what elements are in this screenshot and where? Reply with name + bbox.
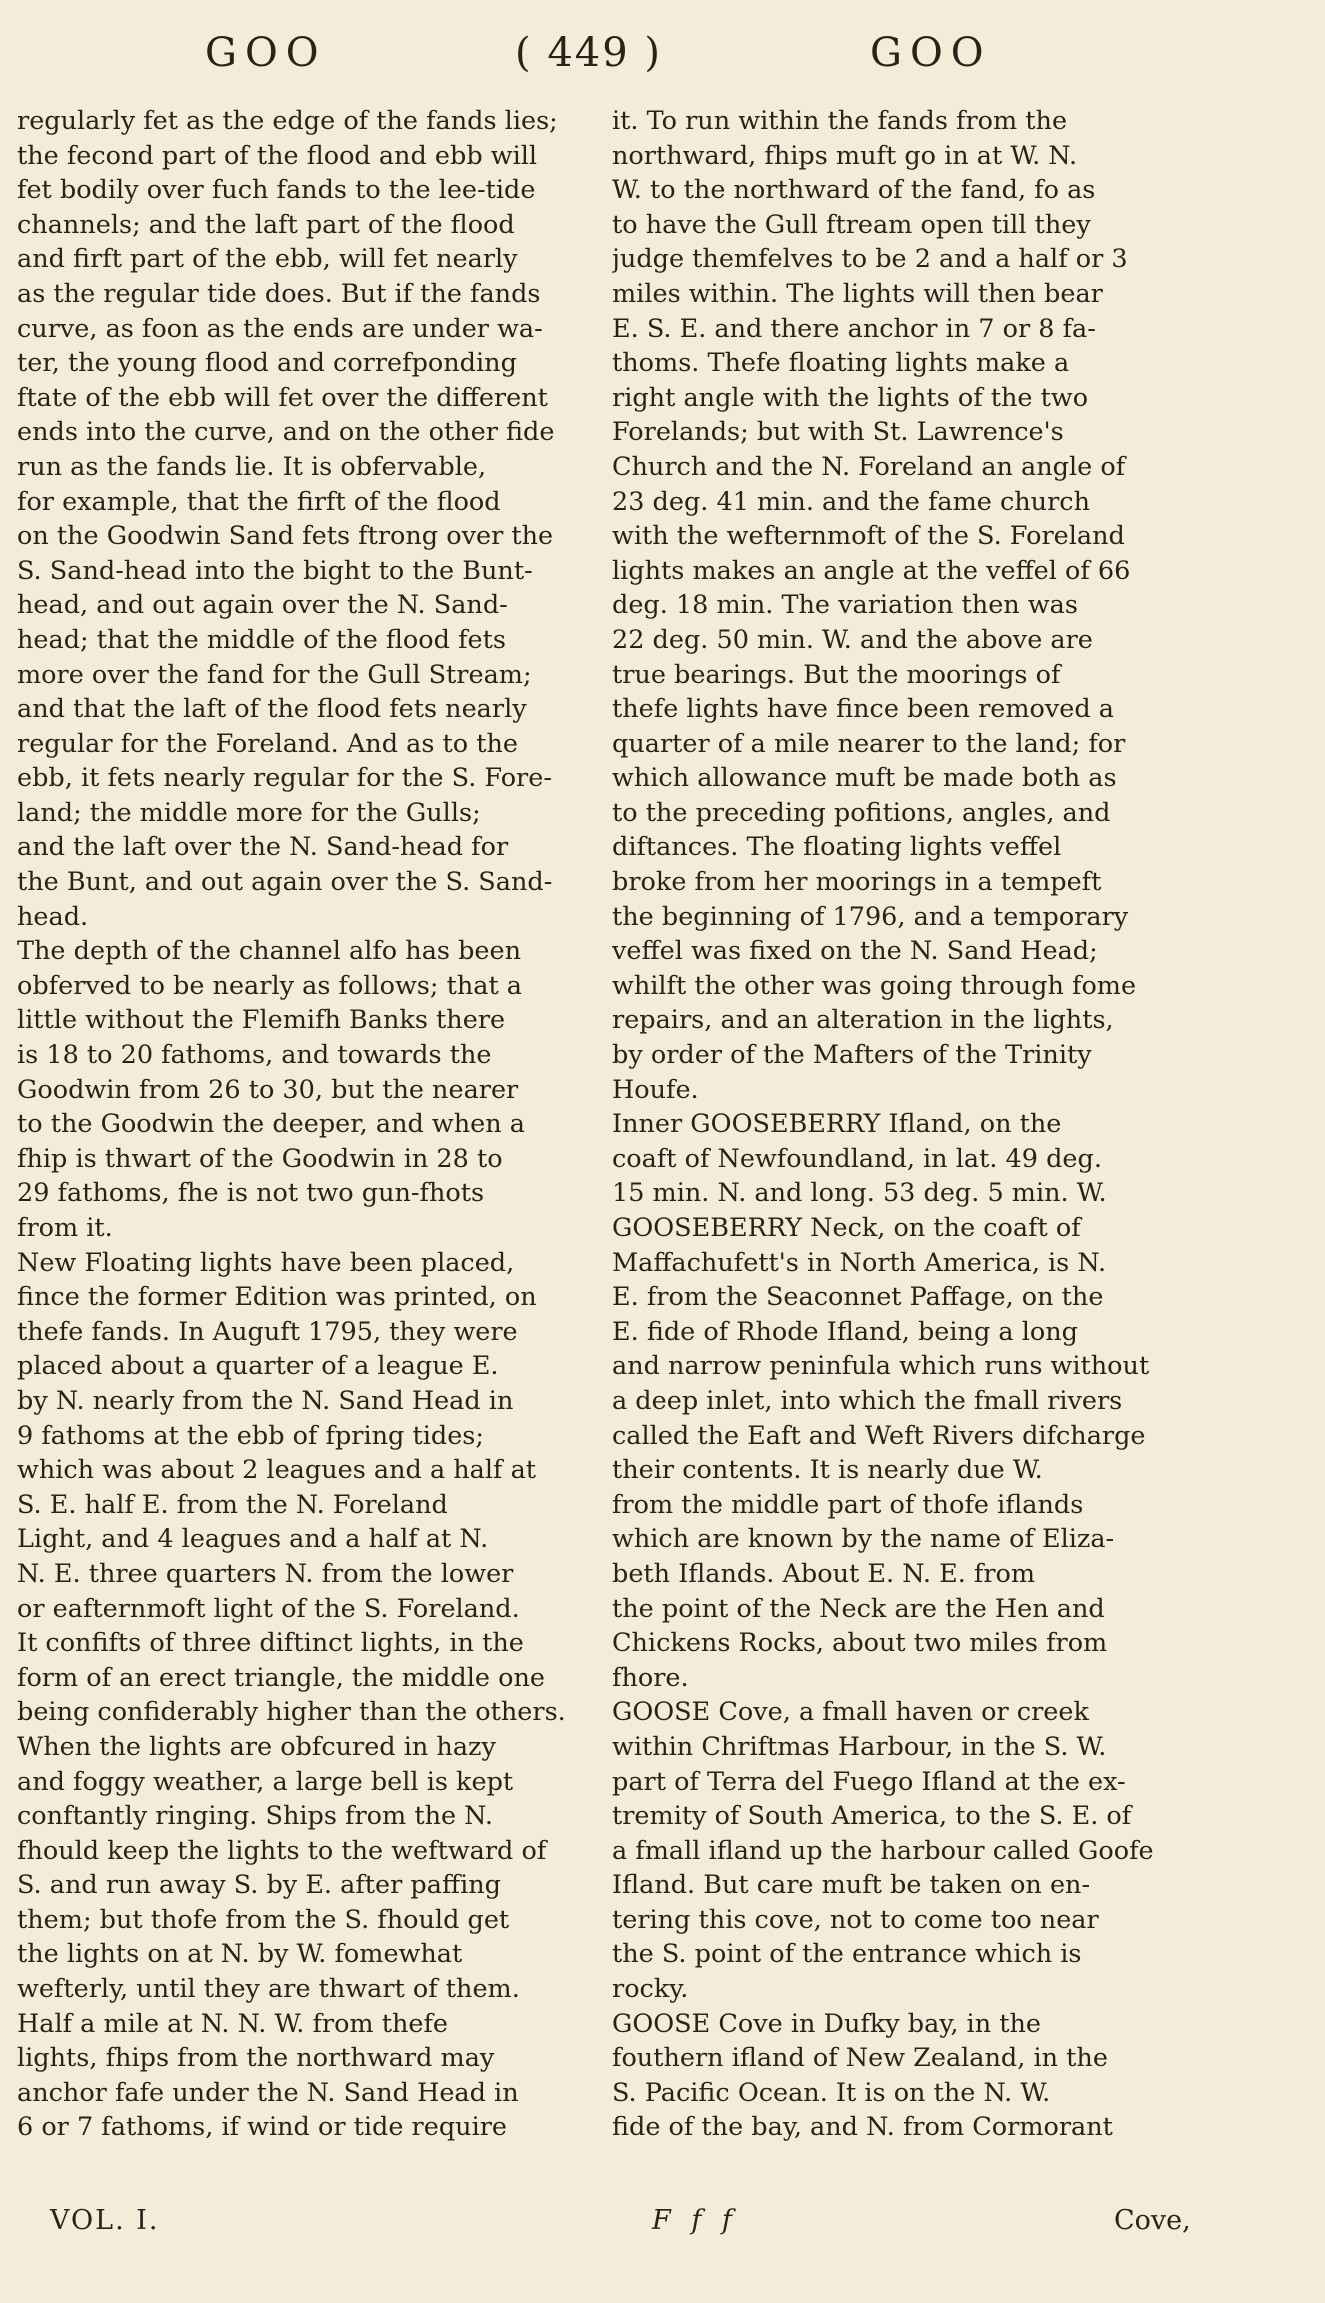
text-line: GOOSEBERRY Neck, on the coaft of bbox=[612, 1213, 1081, 1243]
page-number: ( 449 ) bbox=[515, 30, 662, 76]
text-line: ebb, it fets nearly regular for the S. Fore- bbox=[17, 763, 552, 794]
text-line: channels; and the laft part of the flood bbox=[17, 209, 515, 240]
text-line: lights makes an angle at the veffel of 66 bbox=[612, 555, 1131, 586]
text-line: Goodwin from 26 to 30, but the nearer bbox=[17, 1074, 519, 1105]
text-line: fide of the bay, and N. from Cormorant bbox=[612, 2112, 1113, 2143]
text-line: ftate of the ebb will fet over the different bbox=[17, 382, 548, 413]
text-line: whilft the other was going through fome bbox=[612, 970, 1137, 1001]
text-line: fince the former Edition was printed, on bbox=[17, 1282, 537, 1313]
text-line: miles within. The lights will then bear bbox=[612, 278, 1103, 309]
text-line: within Chriftmas Harbour, in the S. W. bbox=[612, 1731, 1107, 1762]
text-line: more over the fand for the Gull Stream; bbox=[17, 659, 532, 690]
text-line: S. and run away S. by E. after paffing bbox=[17, 1870, 501, 1901]
text-line: as the regular tide does. But if the fands bbox=[17, 278, 541, 309]
text-line: beth Iflands. About E. N. E. from bbox=[612, 1558, 1036, 1589]
text-line: judge themfelves to be 2 and a half or 3 bbox=[612, 244, 1128, 275]
text-line: 6 or 7 fathoms, if wind or tide require bbox=[17, 2112, 508, 2143]
text-line: a fmall ifland up the harbour called Goofe bbox=[612, 1835, 1154, 1866]
text-line: and that the laft of the flood fets nearly bbox=[17, 694, 527, 725]
text-line: lights, fhips from the northward may bbox=[17, 2043, 495, 2074]
text-line: the point of the Neck are the Hen and bbox=[612, 1593, 1105, 1624]
text-line: to have the Gull ftream open till they bbox=[612, 209, 1091, 240]
text-line: S. Pacific Ocean. It is on the N. W. bbox=[612, 2077, 1051, 2108]
text-line: head, and out again over the N. Sand- bbox=[17, 590, 508, 621]
left-text-column bbox=[17, 104, 602, 2145]
text-line: anchor fafe under the N. Sand Head in bbox=[17, 2077, 519, 2108]
text-line: GOOSE Cove, a fmall haven or creek bbox=[612, 1697, 1089, 1728]
text-line: Houfe. bbox=[612, 1074, 699, 1105]
text-line: Light, and 4 leagues and a half at N. bbox=[17, 1524, 489, 1555]
text-line: their contents. It is nearly due W. bbox=[612, 1455, 1043, 1486]
header-right-word: GOO bbox=[870, 30, 992, 76]
text-line: E. fide of Rhode Ifland, being a long bbox=[612, 1316, 1078, 1347]
running-header bbox=[0, 30, 1325, 90]
text-line: 9 fathoms at the ebb of fpring tides; bbox=[17, 1420, 484, 1451]
text-line: form of an erect triangle, the middle one bbox=[17, 1662, 545, 1693]
text-line: little without the Flemifh Banks there bbox=[17, 1005, 506, 1036]
text-line: run as the fands lie. It is obfervable, bbox=[17, 451, 487, 482]
text-line: rocky. bbox=[612, 1974, 689, 2005]
text-line: S. E. half E. from the N. Foreland bbox=[17, 1489, 448, 1520]
text-line: conftantly ringing. Ships from the N. bbox=[17, 1801, 493, 1832]
text-line: repairs, and an alteration in the lights, bbox=[612, 1005, 1114, 1036]
text-line: the S. point of the entrance which is bbox=[612, 1939, 1082, 1970]
text-line: veffel was fixed on the N. Sand Head; bbox=[612, 936, 1098, 967]
text-line: deg. 18 min. The variation then was bbox=[612, 590, 1078, 621]
text-line: fet bodily over fuch fands to the lee-tide bbox=[17, 175, 536, 206]
text-line: 29 fathoms, fhe is not two gun-fhots bbox=[17, 1178, 485, 1209]
text-line: diftances. The floating lights veffel bbox=[612, 832, 1062, 863]
text-line: true bearings. But the moorings of bbox=[612, 659, 1061, 690]
text-line: from it. bbox=[17, 1213, 113, 1243]
catchword: Cove, bbox=[1114, 2205, 1191, 2236]
text-line: obferved to be nearly as follows; that a bbox=[17, 970, 523, 1001]
text-line: fhip is thwart of the Goodwin in 28 to bbox=[17, 1143, 503, 1174]
text-line: which are known by the name of Eliza- bbox=[612, 1524, 1115, 1555]
text-line: broke from her moorings in a tempeft bbox=[612, 867, 1102, 898]
text-line: a deep inlet, into which the fmall rivers bbox=[612, 1385, 1123, 1416]
text-line: called the Eaft and Weft Rivers difcharge bbox=[612, 1420, 1146, 1451]
text-line: part of Terra del Fuego Ifland at the ex- bbox=[612, 1766, 1126, 1797]
text-line: regularly fet as the edge of the fands lies; bbox=[17, 106, 558, 136]
text-line: Forelands; but with St. Lawrence's bbox=[612, 417, 1064, 448]
text-line: tremity of South America, to the S. E. of bbox=[612, 1801, 1132, 1832]
text-line: to the Goodwin the deeper, and when a bbox=[17, 1109, 525, 1140]
text-line: and foggy weather, a large bell is kept bbox=[17, 1766, 514, 1797]
text-line: by N. nearly from the N. Sand Head in bbox=[17, 1385, 514, 1416]
text-line: with the wefternmoft of the S. Foreland bbox=[612, 521, 1125, 552]
text-line: tering this cove, not to come too near bbox=[612, 1904, 1099, 1935]
text-line: fhore. bbox=[612, 1662, 689, 1693]
text-line: 15 min. N. and long. 53 deg. 5 min. W. bbox=[612, 1178, 1107, 1209]
text-line: for example, that the firft of the flood bbox=[17, 486, 501, 517]
text-line: head. bbox=[17, 901, 89, 932]
text-line: the lights on at N. by W. fomewhat bbox=[17, 1939, 463, 1970]
text-line: it. To run within the fands from the bbox=[612, 106, 1068, 136]
text-line: 22 deg. 50 min. W. and the above are bbox=[612, 624, 1093, 655]
text-line: and firft part of the ebb, will fet nearly bbox=[17, 244, 518, 275]
text-line: S. Sand-head into the bight to the Bunt- bbox=[17, 555, 533, 586]
text-line: placed about a quarter of a league E. bbox=[17, 1351, 499, 1382]
text-line: them; but thofe from the S. fhould get bbox=[17, 1904, 510, 1935]
text-line: and the laft over the N. Sand-head for bbox=[17, 832, 509, 863]
text-line: thefe lights have fince been removed a bbox=[612, 694, 1115, 725]
text-line: head; that the middle of the flood fets bbox=[17, 624, 506, 655]
text-line: E. S. E. and there anchor in 7 or 8 fa- bbox=[612, 313, 1096, 344]
text-line: being confiderably higher than the others. bbox=[17, 1697, 566, 1728]
text-line: N. E. three quarters N. from the lower bbox=[17, 1558, 514, 1589]
text-line: ter, the young flood and correfponding bbox=[17, 348, 517, 379]
text-line: Ifland. But care muft be taken on en- bbox=[612, 1870, 1091, 1901]
text-line: right angle with the lights of the two bbox=[612, 382, 1089, 413]
text-line: regular for the Foreland. And as to the bbox=[17, 728, 519, 759]
text-line: 23 deg. 41 min. and the fame church bbox=[612, 486, 1090, 517]
text-line: E. from the Seaconnet Paffage, on the bbox=[612, 1282, 1104, 1313]
text-line: land; the middle more for the Gulls; bbox=[17, 797, 481, 828]
text-line: W. to the northward of the fand, fo as bbox=[612, 175, 1096, 206]
text-line: is 18 to 20 fathoms, and towards the bbox=[17, 1040, 492, 1071]
text-line: northward, fhips muft go in at W. N. bbox=[612, 140, 1078, 171]
text-line: thoms. Thefe floating lights make a bbox=[612, 348, 1070, 379]
text-line: which was about 2 leagues and a half at bbox=[17, 1455, 537, 1486]
text-line: ends into the curve, and on the other fide bbox=[17, 417, 555, 448]
text-line: fouthern ifland of New Zealand, in the bbox=[612, 2043, 1108, 2074]
text-line: coaft of Newfoundland, in lat. 49 deg. bbox=[612, 1143, 1102, 1174]
text-line: quarter of a mile nearer to the land; for bbox=[612, 728, 1126, 759]
text-line: the beginning of 1796, and a temporary bbox=[612, 901, 1129, 932]
header-left-word: GOO bbox=[205, 30, 327, 76]
text-line: on the Goodwin Sand fets ftrong over the bbox=[17, 521, 554, 552]
text-line: The depth of the channel alfo has been bbox=[17, 936, 522, 967]
text-line: Chickens Rocks, about two miles from bbox=[612, 1628, 1108, 1659]
text-line: the Bunt, and out again over the S. Sand- bbox=[17, 867, 553, 898]
right-text-column bbox=[612, 104, 1197, 2145]
text-line: thefe fands. In Auguft 1795, they were bbox=[17, 1316, 518, 1347]
text-line: curve, as foon as the ends are under wa- bbox=[17, 313, 543, 344]
text-line: When the lights are obfcured in hazy bbox=[17, 1731, 496, 1762]
text-line: which allowance muft be made both as bbox=[612, 763, 1117, 794]
text-line: and narrow peninfula which runs without bbox=[612, 1351, 1150, 1382]
text-line: the fecond part of the flood and ebb will bbox=[17, 140, 538, 171]
text-line: New Floating lights have been placed, bbox=[17, 1247, 515, 1278]
text-line: or eafternmoft light of the S. Foreland. bbox=[17, 1593, 520, 1624]
text-line: Half a mile at N. N. W. from thefe bbox=[17, 2008, 448, 2039]
text-line: GOOSE Cove in Dufky bay, in the bbox=[612, 2008, 1041, 2039]
text-line: by order of the Mafters of the Trinity bbox=[612, 1040, 1092, 1071]
text-line: It confifts of three diftinct lights, in the bbox=[17, 1628, 524, 1659]
text-line: Maffachufett's in North America, is N. bbox=[612, 1247, 1107, 1278]
text-line: Church and the N. Foreland an angle of bbox=[612, 451, 1126, 482]
volume-label: VOL. I. bbox=[50, 2205, 160, 2236]
text-line: from the middle part of thofe iflands bbox=[612, 1489, 1084, 1520]
text-line: fhould keep the lights to the weftward of bbox=[17, 1835, 547, 1866]
text-line: wefterly, until they are thwart of them. bbox=[17, 1974, 520, 2005]
text-line: Inner GOOSEBERRY Ifland, on the bbox=[612, 1109, 1062, 1140]
text-line: to the preceding pofitions, angles, and bbox=[612, 797, 1111, 828]
signature-mark: F f f bbox=[652, 2205, 738, 2236]
